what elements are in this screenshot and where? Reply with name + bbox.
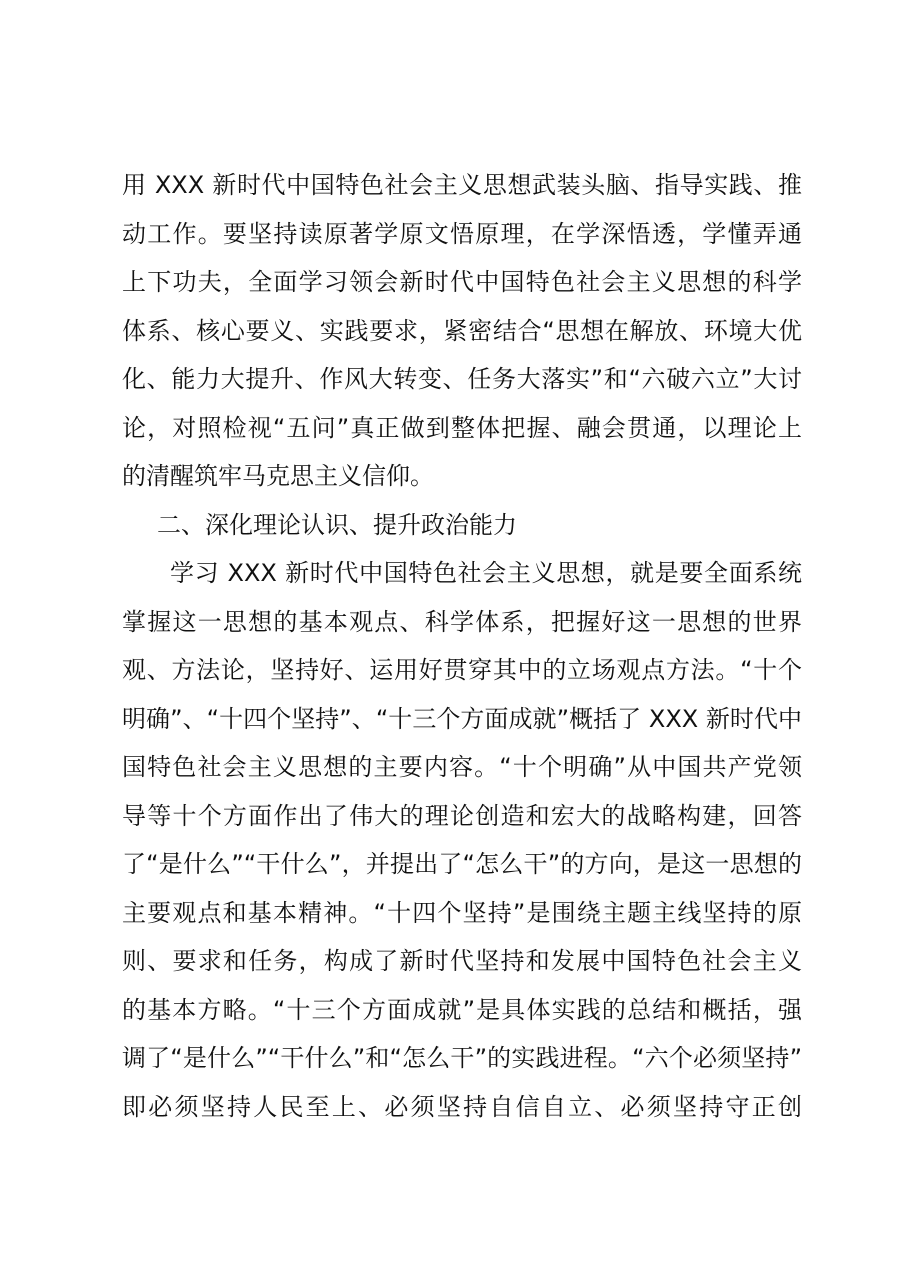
text-line: 主要观点和基本精神。“十四个坚持”是围绕主题主线坚持的原 — [122, 898, 802, 927]
text-line: 即必须坚持人民至上、必须坚持自信自立、必须坚持守正创 — [122, 1092, 802, 1121]
paragraph-2 — [122, 549, 802, 1131]
text-line: 学习 XXX 新时代中国特色社会主义思想，就是要全面系统 — [170, 559, 802, 587]
text-line: 用 XXX 新时代中国特色社会主义思想武装头脑、指导实践、推 — [122, 171, 802, 199]
text-line: 的基本方略。“十三个方面成就”是具体实践的总结和概括，强 — [122, 995, 802, 1024]
text-line: 了“是什么”“干什么”，并提出了“怎么干”的方向，是这一思想的 — [122, 850, 802, 878]
paragraph-1 — [122, 161, 802, 501]
text-line: 则、要求和任务，构成了新时代坚持和发展中国特色社会主义 — [122, 947, 802, 975]
document-body — [122, 161, 802, 1131]
section-heading: 二、深化理论认识、提升政治能力 — [157, 510, 517, 539]
text-line: 上下功夫，全面学习领会新时代中国特色社会主义思想的科学 — [122, 268, 802, 296]
text-line: 观、方法论，坚持好、运用好贯穿其中的立场观点方法。“十个 — [122, 656, 802, 684]
text-line: 论，对照检视“五问”真正做到整体把握、融会贯通，以理论上 — [122, 413, 802, 442]
text-line: 明确”、“十四个坚持”、“十三个方面成就”概括了 XXX 新时代中 — [122, 704, 802, 733]
text-line: 国特色社会主义思想的主要内容。“十个明确”从中国共产党领 — [122, 753, 802, 781]
text-line: 调了“是什么”“干什么”和“怎么干”的实践进程。“六个必须坚持” — [122, 1044, 802, 1072]
text-line: 化、能力大提升、作风大转变、任务大落实”和“六破六立”大讨 — [122, 365, 802, 393]
text-line: 导等十个方面作出了伟大的理论创造和宏大的战略构建，回答 — [122, 801, 802, 830]
text-line: 动工作。要坚持读原著学原文悟原理，在学深悟透，学懂弄通 — [122, 219, 802, 248]
text-line: 的清醒筑牢马克思主义信仰。 — [122, 462, 434, 490]
text-line: 掌握这一思想的基本观点、科学体系，把握好这一思想的世界 — [122, 607, 802, 636]
text-line: 体系、核心要义、实践要求，紧密结合“思想在解放、环境大优 — [122, 316, 802, 345]
